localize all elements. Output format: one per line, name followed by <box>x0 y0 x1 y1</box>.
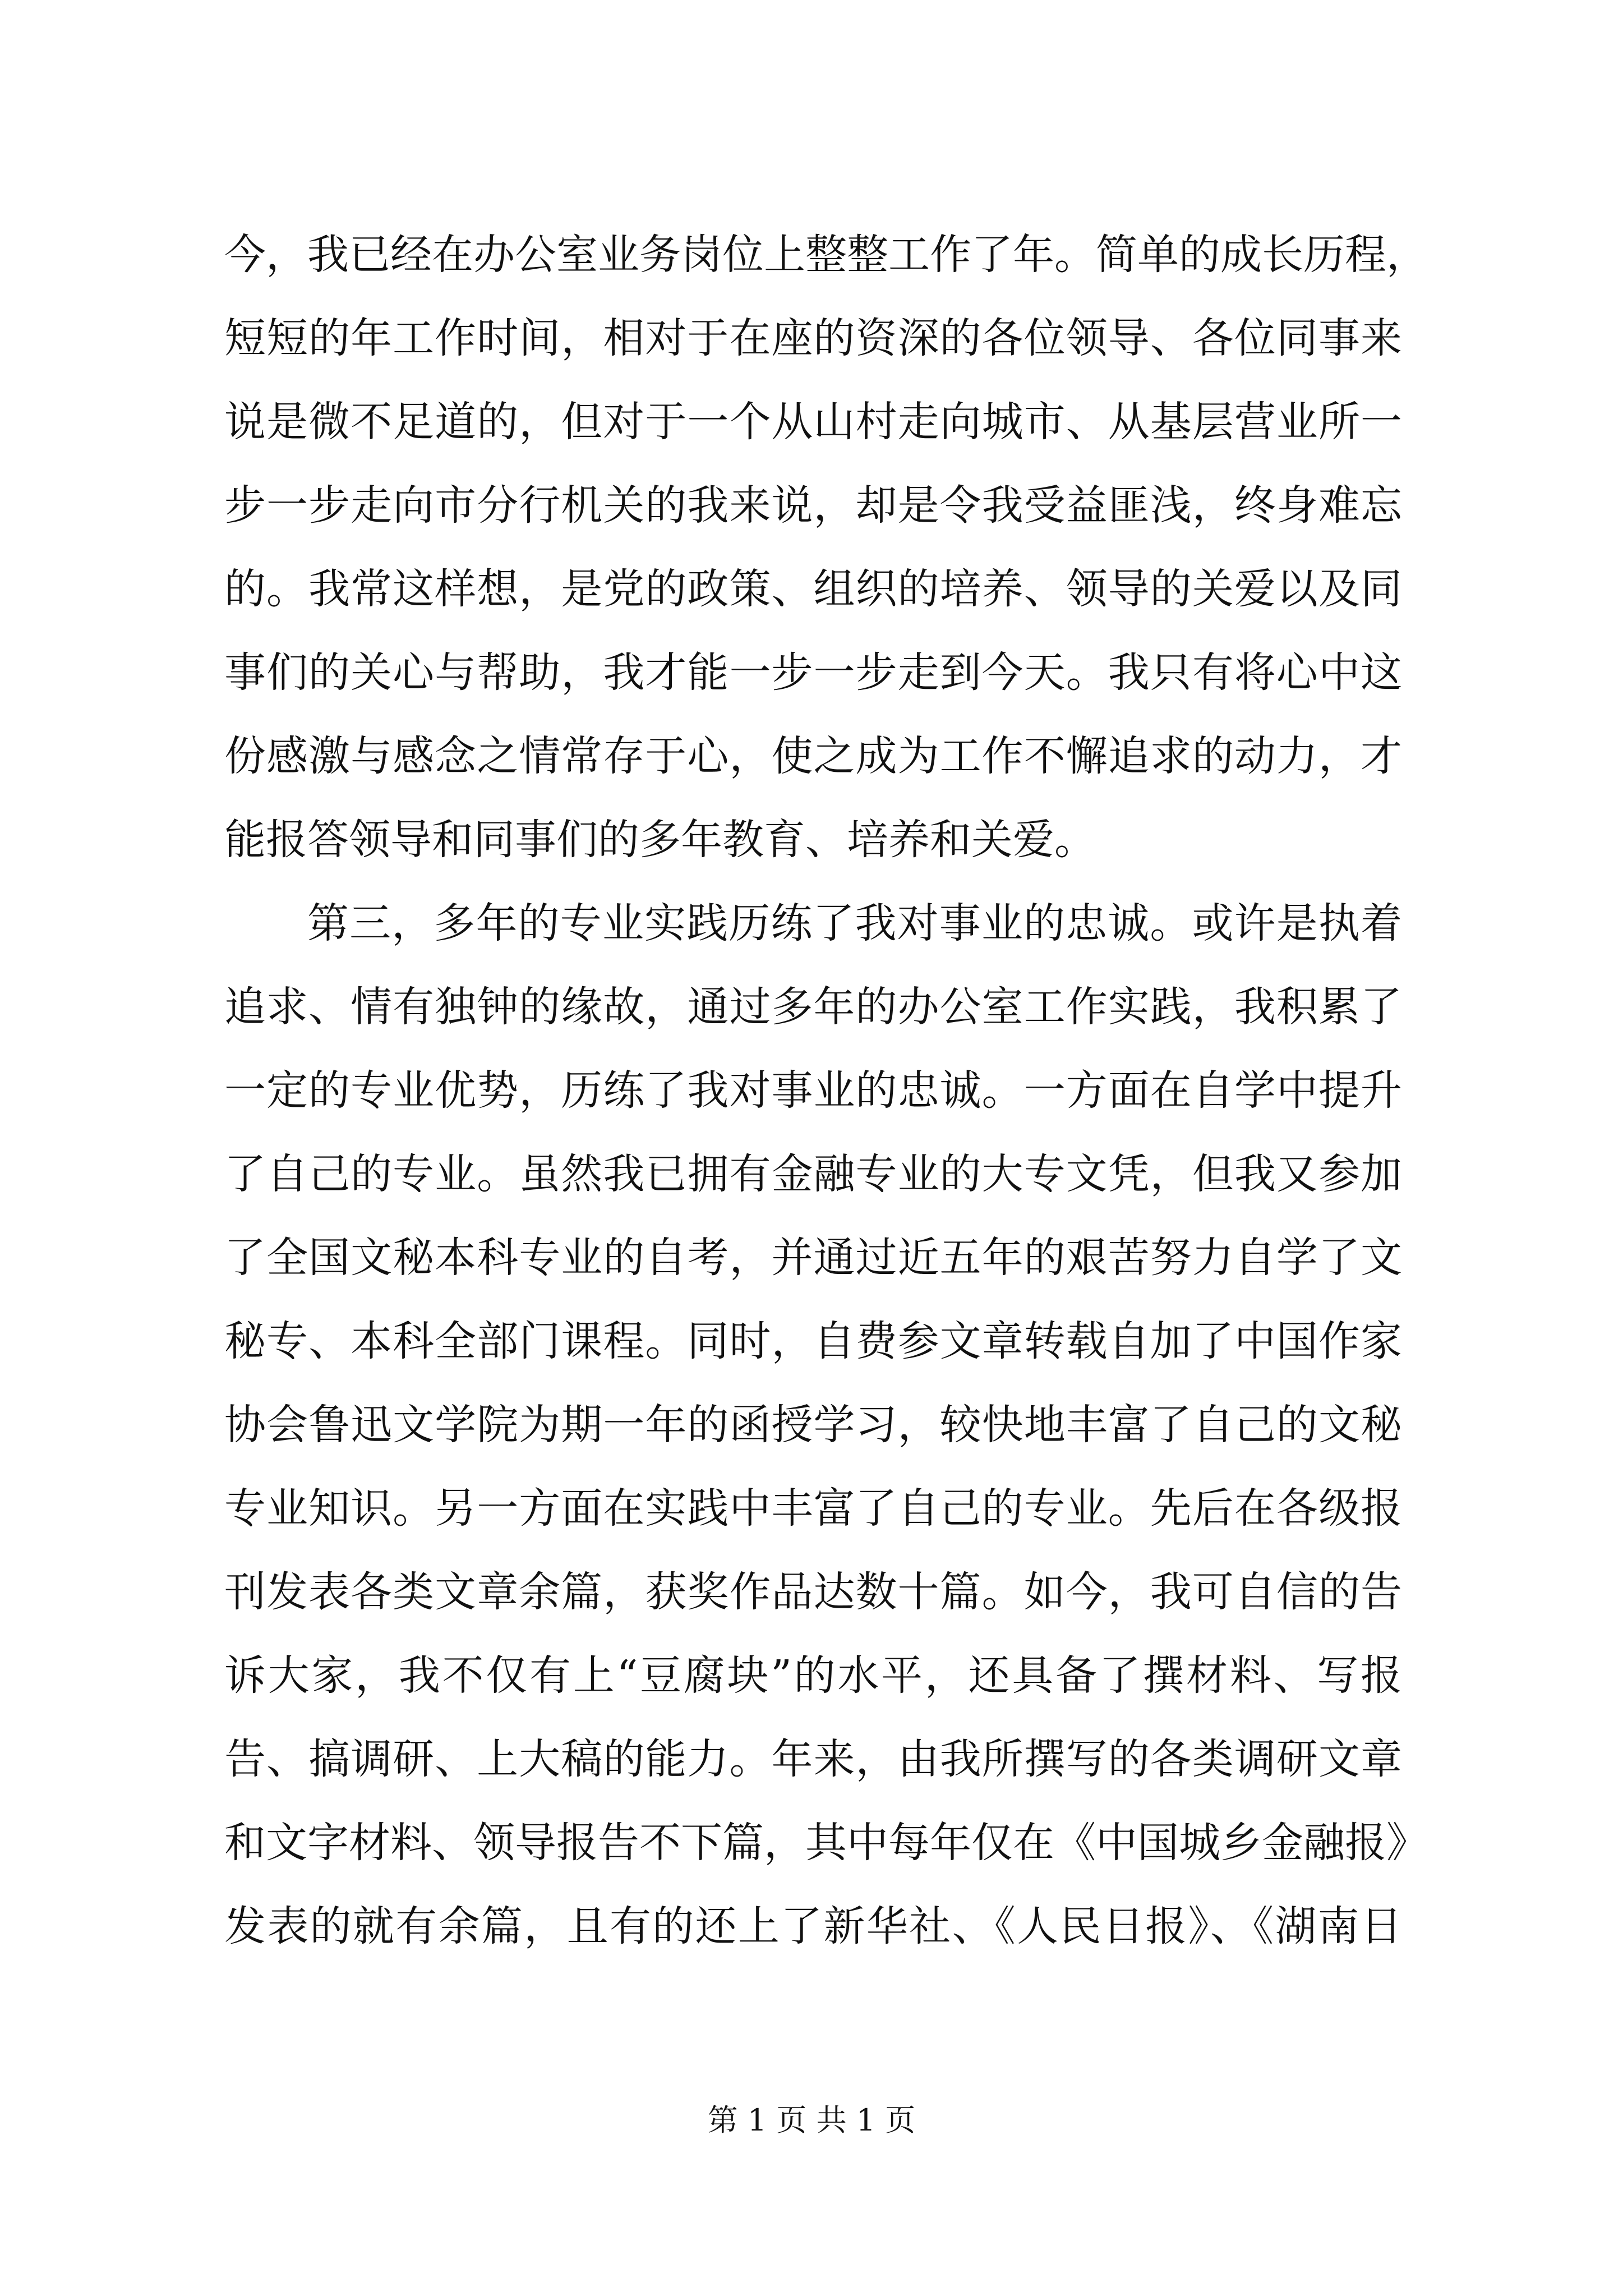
text-line: 份感激与感念之情常存于心，使之成为工作不懈追求的动力，才 <box>224 732 1402 780</box>
text-line: 今，我已经在办公室业务岗位上整整工作了年。简单的成长历程， <box>224 231 1428 279</box>
text-line: 秘专、本科全部门课程。同时，自费参文章转载自加了中国作家 <box>224 1317 1402 1365</box>
text-line: 了全国文秘本科专业的自考，并通过近五年的艰苦努力自学了文 <box>224 1234 1402 1282</box>
body-text <box>224 213 1428 1968</box>
text-line: 步一步走向市分行机关的我来说，却是令我受益匪浅，终身难忘 <box>224 481 1402 530</box>
text-line: 短短的年工作时间，相对于在座的资深的各位领导、各位同事来 <box>224 314 1402 362</box>
text-line: 诉大家，我不仅有上“豆腐块”的水平，还具备了撰材料、写报 <box>224 1651 1402 1700</box>
text-line: 刊发表各类文章余篇，获奖作品达数十篇。如今，我可自信的告 <box>224 1568 1402 1616</box>
text-line: 说是微不足道的，但对于一个从山村走向城市、从基层营业所一 <box>224 398 1402 446</box>
text-line: 一定的专业优势，历练了我对事业的忠诚。一方面在自学中提升 <box>224 1066 1402 1115</box>
text-line: 追求、情有独钟的缘故，通过多年的办公室工作实践，我积累了 <box>224 983 1402 1031</box>
text-line: 能报答领导和同事们的多年教育、培养和关爱。 <box>224 816 1096 864</box>
text-line: 事们的关心与帮助，我才能一步一步走到今天。我只有将心中这 <box>224 648 1402 697</box>
text-line: 了自己的专业。虽然我已拥有金融专业的大专文凭，但我又参加 <box>224 1150 1402 1198</box>
page-number-label: 第 1 页 共 1 页 <box>707 2102 916 2138</box>
text-line: 和文字材料、领导报告不下篇，其中每年仅在《中国城乡金融报》 <box>224 1819 1428 1867</box>
paragraph-first-line: 第三，多年的专业实践历练了我对事业的忠诚。或许是执着 <box>307 899 1402 947</box>
text-line: 协会鲁迅文学院为期一年的函授学习，较快地丰富了自己的文秘 <box>224 1401 1402 1449</box>
page-footer <box>0 2101 1623 2140</box>
text-line: 告、搞调研、上大稿的能力。年来，由我所撰写的各类调研文章 <box>224 1735 1402 1783</box>
text-line: 发表的就有余篇，且有的还上了新华社、《人民日报》、《湖南日 <box>224 1902 1402 1950</box>
text-line: 专业知识。另一方面在实践中丰富了自己的专业。先后在各级报 <box>224 1484 1402 1533</box>
text-line: 的。我常这样想，是党的政策、组织的培养、领导的关爱以及同 <box>224 565 1402 613</box>
